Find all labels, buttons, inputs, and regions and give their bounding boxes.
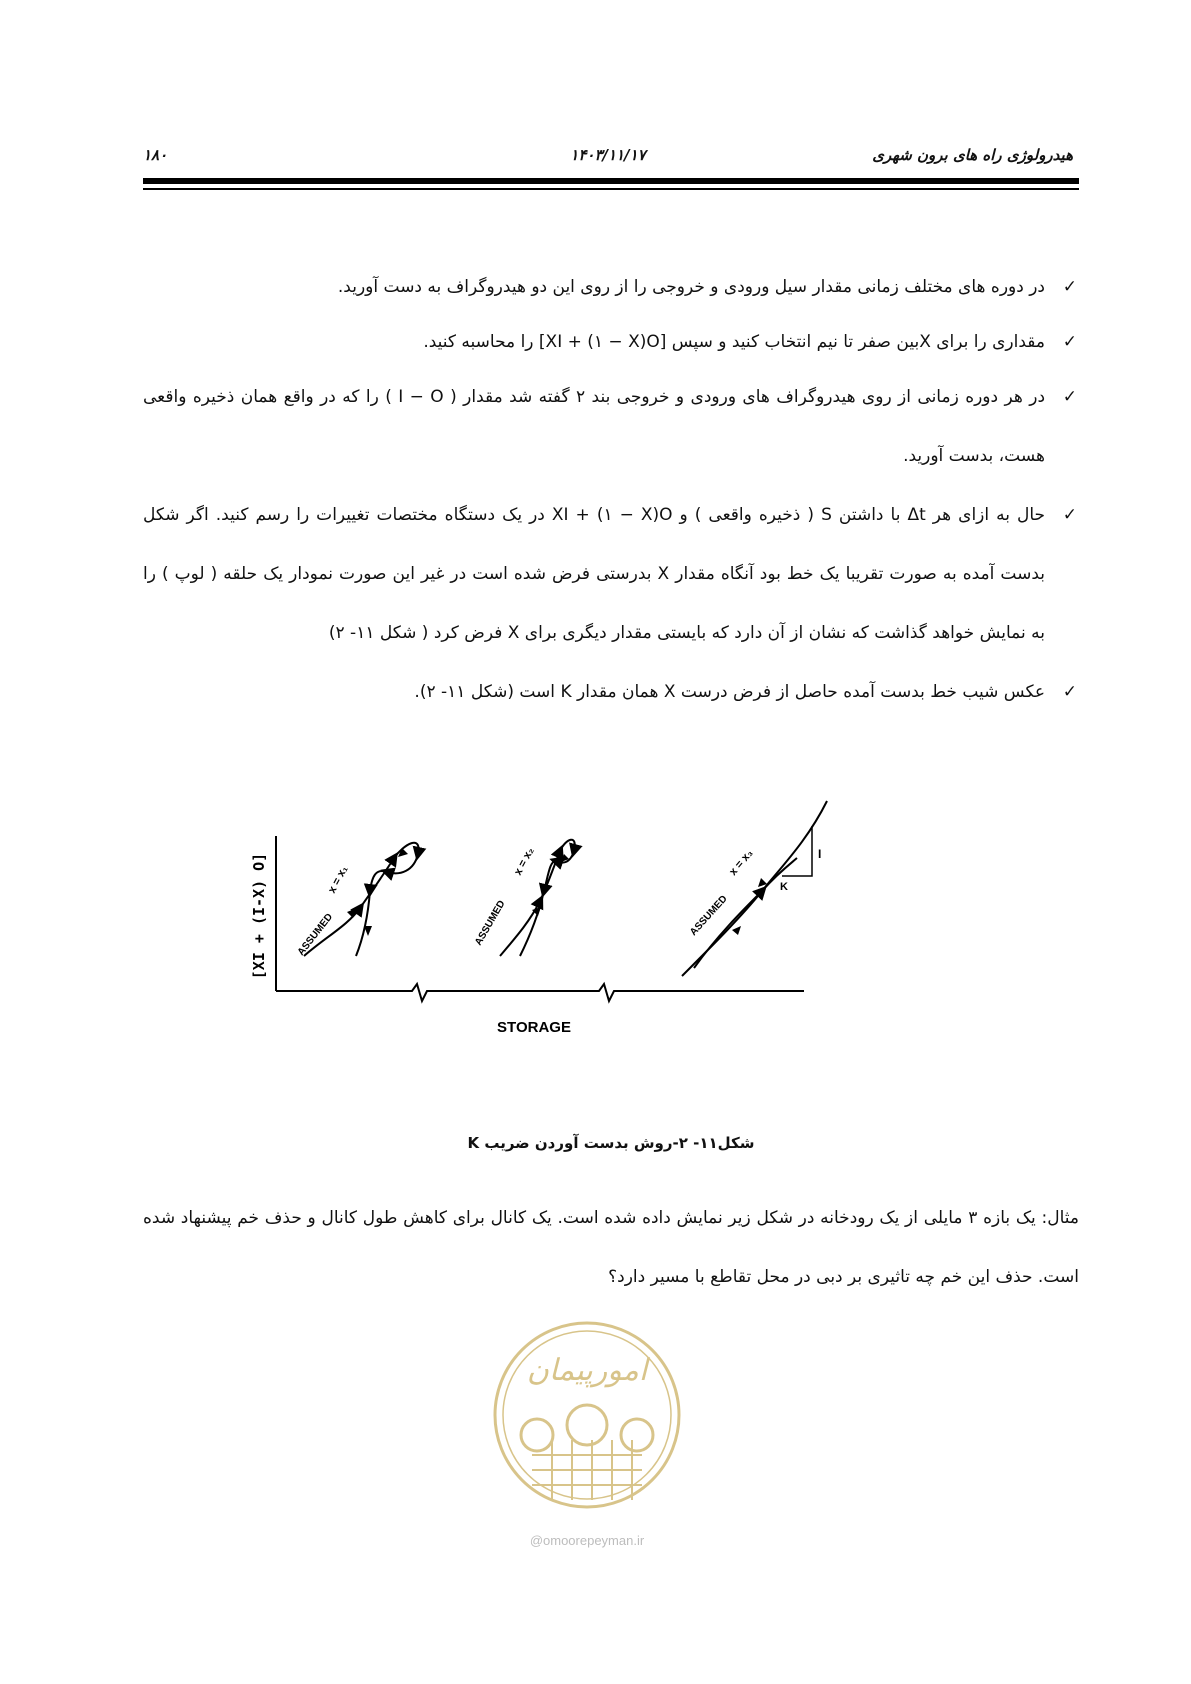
watermark-seal [482,1305,692,1555]
bullet-item: ✓ در دوره های مختلف زمانی مقدار سیل ورودی و خروجی را از روی این دو هیدروگراف به دست آورید. [143,272,1079,303]
header-title: هیدرولوژی راه های برون شهری [872,146,1073,164]
curve-label-x: x = x₁ [326,863,351,896]
curve-loop-1 [304,843,419,956]
watermark-logo-text: امورپیمان [526,1353,648,1388]
slope-vertical-label: I [818,847,822,861]
arrow-head [364,926,372,936]
x-axis [276,984,804,1001]
figure-caption: شکل۱۱- ۲-روش بدست آوردن ضریب K [467,1134,755,1152]
arrow-head [732,926,741,935]
header-date: ۱۴۰۳/۱۱/۱۷ [570,146,646,164]
curve-line-3 [682,801,827,976]
curve-label-assumed: ASSUMED [295,911,336,958]
x-axis-label: STORAGE [497,1019,571,1036]
page-header [143,142,1073,172]
storage-diagram [250,836,902,1126]
example-paragraph: مثال: یک بازه ۳ مایلی از یک رودخانه در شکل زیر نمایش داده شده است. یک کانال برای کاهش طول کانال و حذف خم پیشنهاد شده است. حذف این خم چه تاثیری بر دبی در محل تقاطع با مسیر دارد؟ [143,1208,1079,1287]
bullet-item: ✓ مقداری را برای Xبین صفر تا نیم انتخاب کنید و سپس [XI + (۱ − X)O] را محاسبه کنید. [143,327,1079,358]
watermark-site: @omoorepeyman.ir [529,1533,645,1548]
slope-horizontal-label: K [780,881,788,893]
curve-label-x: x = x₂ [512,845,537,878]
bullet-item: ✓ در هر دوره زمانی از روی هیدروگراف های ورودی و خروجی بند ۲ گفته شد مقدار ( I − O ) را که در واقع همان ذخیره واقعی هست، بدست آورید. [143,368,1079,486]
bullet-list [143,272,1079,708]
curve-label-assumed: ASSUMED [473,898,508,948]
bullet-item: ✓ حال به ازای هر Δt با داشتن S ( ذخیره واقعی ) و XI + (۱ − X)O در یک دستگاه مختصات تغییرات را رسم کنید. اگر شکل بدست آمده به صورت تقریبا یک خط بود آنگاه مقدار X بدرستی فرض شده است در غیر این صورت نمودار یک حلقه ( لوپ ) را به نمایش خواهد گذاشت که نشان از آن دارد که بایستی مقدار دیگری برای X فرض کرد ( شکل ۱۱- ۲) [143,486,1079,663]
header-rule-thin [143,188,1079,190]
y-axis-label: [XI + (I-X) O] [250,852,268,980]
page-number: ۱۸۰ [143,146,168,164]
curve-label-x: x = x₃ [727,847,756,878]
bullet-item: ✓ عکس شیب خط بدست آمده حاصل از فرض درست X همان مقدار K است (شکل ۱۱- ۲). [143,677,1079,708]
header-rule-thick [143,178,1079,184]
curve-label-assumed: ASSUMED [688,893,730,939]
